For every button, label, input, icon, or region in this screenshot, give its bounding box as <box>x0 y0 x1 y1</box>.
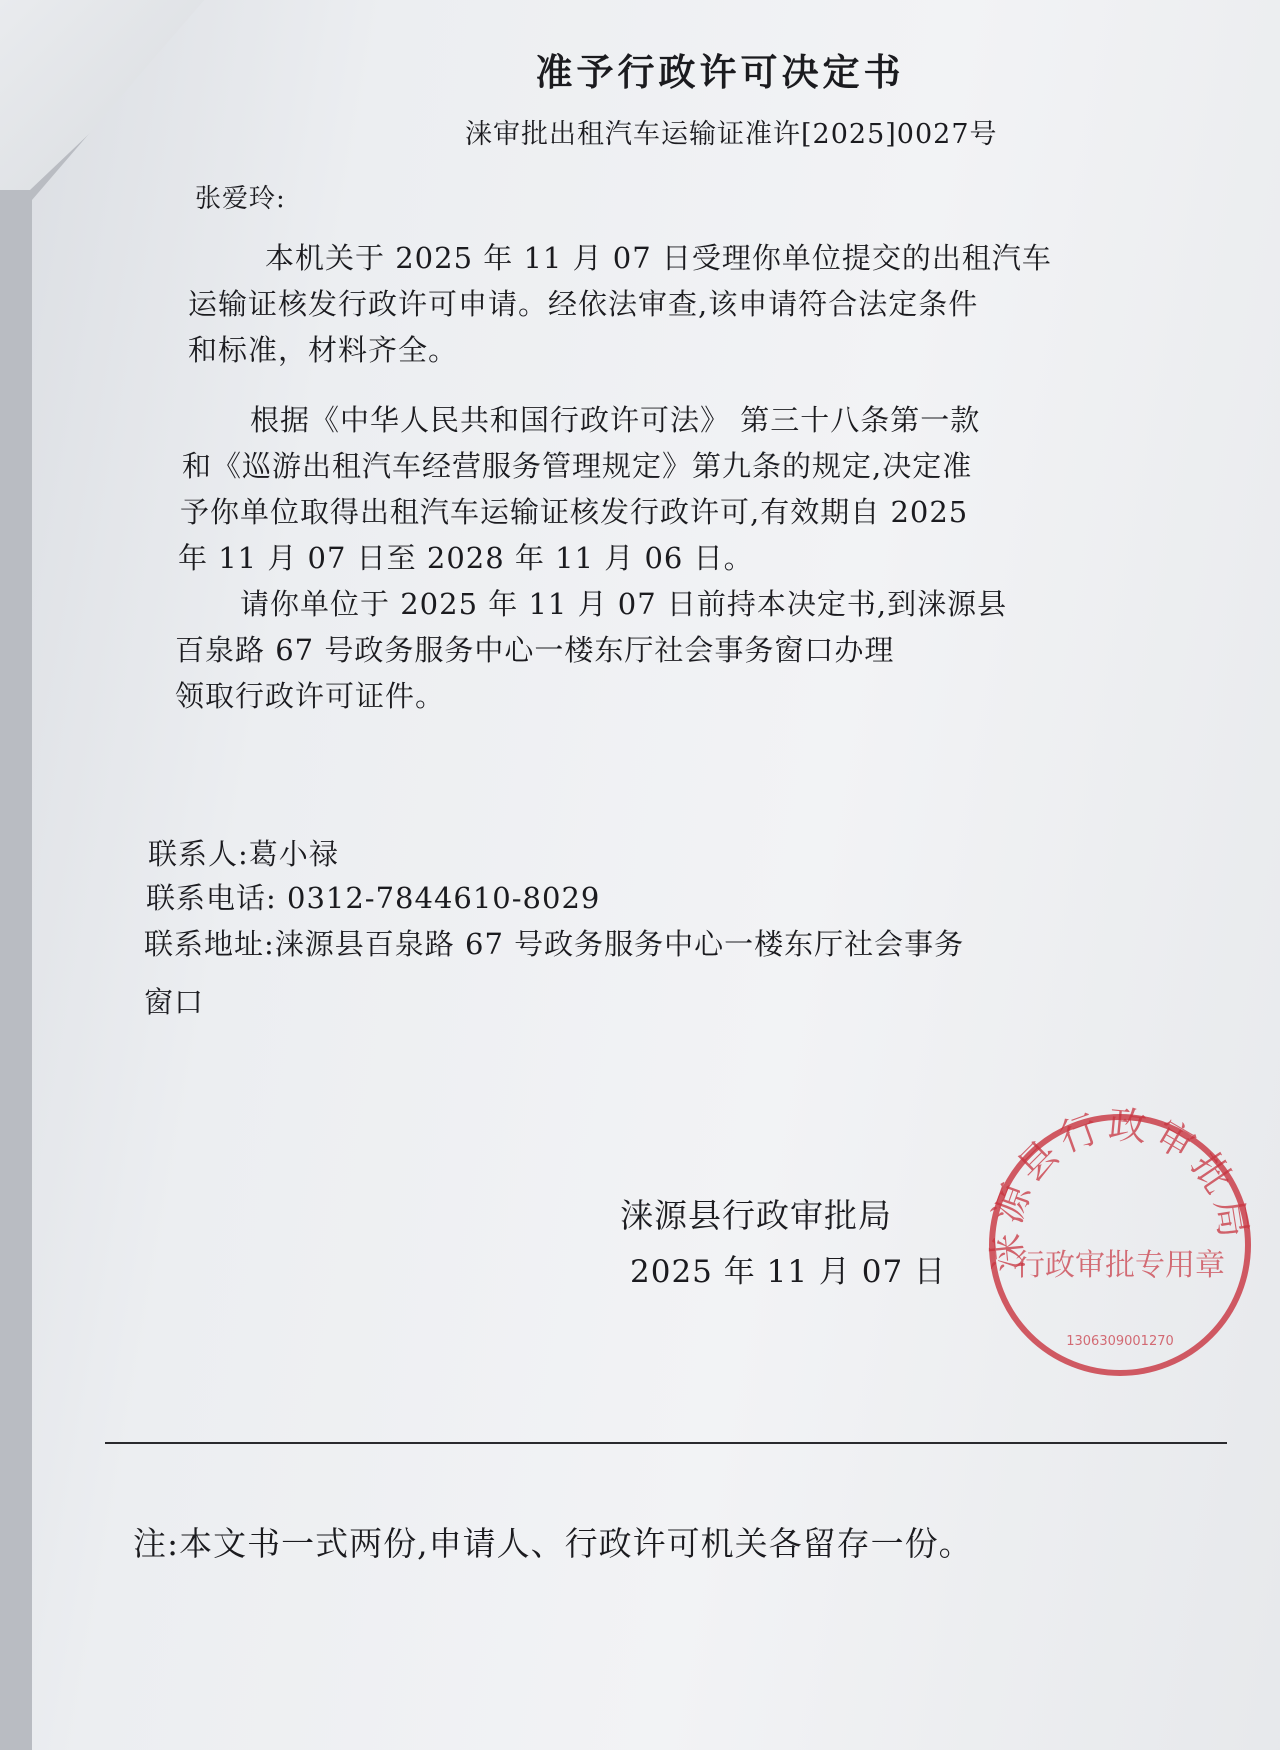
paragraph-2-line-4: 年 11 月 07 日至 2028 年 11 月 06 日。 <box>178 541 754 575</box>
paragraph-1-line-1: 本机关于 2025 年 11 月 07 日受理你单位提交的出租汽车 <box>265 241 1052 275</box>
document-title: 准予行政许可决定书 <box>535 51 905 94</box>
seal-inner-text: 行政审批专用章 <box>1015 1248 1225 1283</box>
official-seal <box>975 1100 1265 1390</box>
footer-note: 注:本文书一式两份,申请人、行政许可机关各留存一份。 <box>133 1524 973 1563</box>
seal-code: 1306309001270 <box>1066 1334 1174 1349</box>
paragraph-2-line-1: 根据《中华人民共和国行政许可法》 第三十八条第一款 <box>250 403 981 437</box>
contact-person: 联系人:葛小禄 <box>148 837 339 871</box>
contact-phone: 联系电话: 0312-7844610-8029 <box>146 881 601 915</box>
contact-address-line-2: 窗口 <box>144 985 205 1019</box>
paragraph-1-line-3: 和标准，材料齐全。 <box>188 333 459 367</box>
paragraph-1-line-2: 运输证核发行政许可申请。经依法审查,该申请符合法定条件 <box>188 287 979 321</box>
issuer-name: 涞源县行政审批局 <box>620 1196 892 1235</box>
paragraph-2-line-3: 予你单位取得出租汽车运输证核发行政许可,有效期自 2025 <box>180 495 969 529</box>
document-number: 涞审批出租汽车运输证准许[2025]0027号 <box>465 119 998 150</box>
seal-outer-text: 涞源县行政审批局 <box>983 1102 1257 1274</box>
divider-line <box>105 1442 1227 1444</box>
paragraph-3-line-3: 领取行政许可证件。 <box>175 679 446 713</box>
addressee: 张爱玲: <box>195 184 286 214</box>
paragraph-3-line-1: 请你单位于 2025 年 11 月 07 日前持本决定书,到涞源县 <box>240 587 1008 621</box>
contact-address-line-1: 联系地址:涞源县百泉路 67 号政务服务中心一楼东厅社会事务 <box>144 927 965 961</box>
paragraph-2-line-2: 和《巡游出租汽车经营服务管理规定》第九条的规定,决定准 <box>182 449 973 483</box>
paragraph-3-line-2: 百泉路 67 号政务服务中心一楼东厅社会事务窗口办理 <box>175 633 895 667</box>
issue-date: 2025 年 11 月 07 日 <box>630 1254 947 1290</box>
